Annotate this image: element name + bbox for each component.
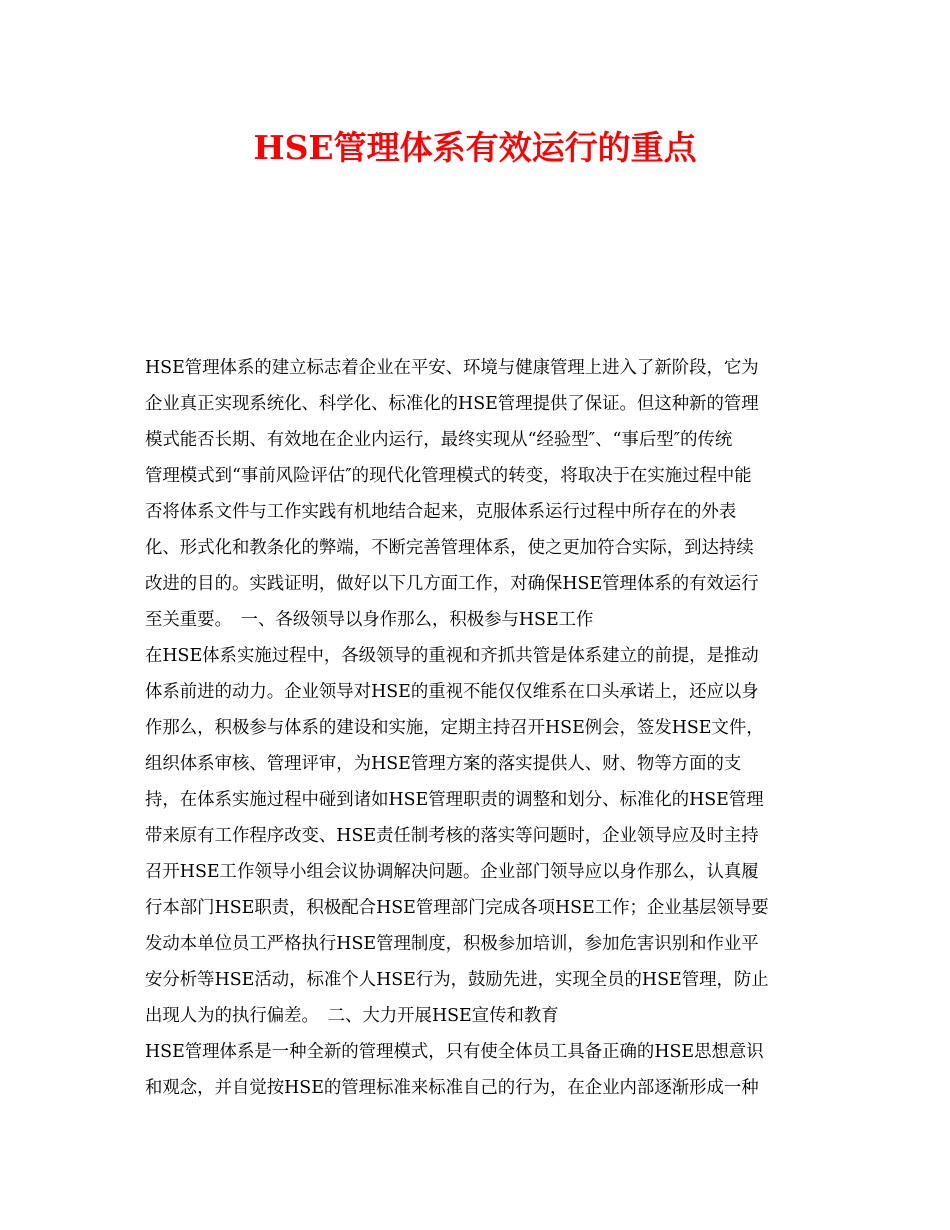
body-line: 企业真正实现系统化、科学化、标准化的HSE管理提供了保证。但这种新的管理 <box>145 394 759 414</box>
body-line: 组织体系审核、管理评审，为HSE管理方案的落实提供人、财、物等方面的支 <box>145 754 742 774</box>
document-title: HSE管理体系有效运行的重点 <box>253 128 697 167</box>
body-line: 在HSE体系实施过程中，各级领导的重视和齐抓共管是体系建立的前提，是推动 <box>145 646 759 666</box>
document-body <box>145 350 835 1106</box>
body-line: 模式能否长期、有效地在企业内运行，最终实现从“经验型″、“事后型″的传统 <box>145 430 733 450</box>
body-line: 持，在体系实施过程中碰到诸如HSE管理职责的调整和划分、标准化的HSE管理 <box>145 790 764 810</box>
body-line: 体系前进的动力。企业领导对HSE的重视不能仅仅维系在口头承诺上，还应以身 <box>145 682 759 702</box>
body-line: 带来原有工作程序改变、HSE责任制考核的落实等问题时，企业领导应及时主持 <box>145 826 759 846</box>
body-line: 和观念，并自觉按HSE的管理标准来标准自己的行为，在企业内部逐渐形成一种 <box>145 1078 759 1098</box>
body-line: 改进的目的。实践证明，做好以下几方面工作，对确保HSE管理体系的有效运行 <box>145 574 759 594</box>
body-line: 否将体系文件与工作实践有机地结合起来，克服体系运行过程中所存在的外表 <box>145 502 737 522</box>
body-line: 发动本单位员工严格执行HSE管理制度，积极参加培训，参加危害识别和作业平 <box>145 934 759 954</box>
body-line: 化、形式化和教条化的弊端，不断完善管理体系，使之更加符合实际，到达持续 <box>145 538 754 558</box>
body-line: 行本部门HSE职责，积极配合HSE管理部门完成各项HSE工作；企业基层领导要 <box>145 898 769 918</box>
body-line: HSE管理体系的建立标志着企业在平安、环境与健康管理上进入了新阶段，它为 <box>145 358 759 378</box>
body-line: HSE管理体系是一种全新的管理模式，只有使全体员工具备正确的HSE思想意识 <box>145 1042 764 1062</box>
body-line: 作那么，积极参与体系的建设和实施，定期主持召开HSE例会，签发HSE文件， <box>145 718 764 738</box>
body-line: 出现人为的执行偏差。 二、大力开展HSE宣传和教育 <box>145 1006 559 1026</box>
body-line: 安分析等HSE活动，标准个人HSE行为，鼓励先进，实现全员的HSE管理，防止 <box>145 970 769 990</box>
body-line: 召开HSE工作领导小组会议协调解决问题。企业部门领导应以身作那么，认真履 <box>145 862 759 882</box>
body-line: 管理模式到“事前风险评估″的现代化管理模式的转变，将取决于在实施过程中能 <box>145 466 752 486</box>
body-line: 至关重要。 一、各级领导以身作那么，积极参与HSE工作 <box>145 610 594 630</box>
